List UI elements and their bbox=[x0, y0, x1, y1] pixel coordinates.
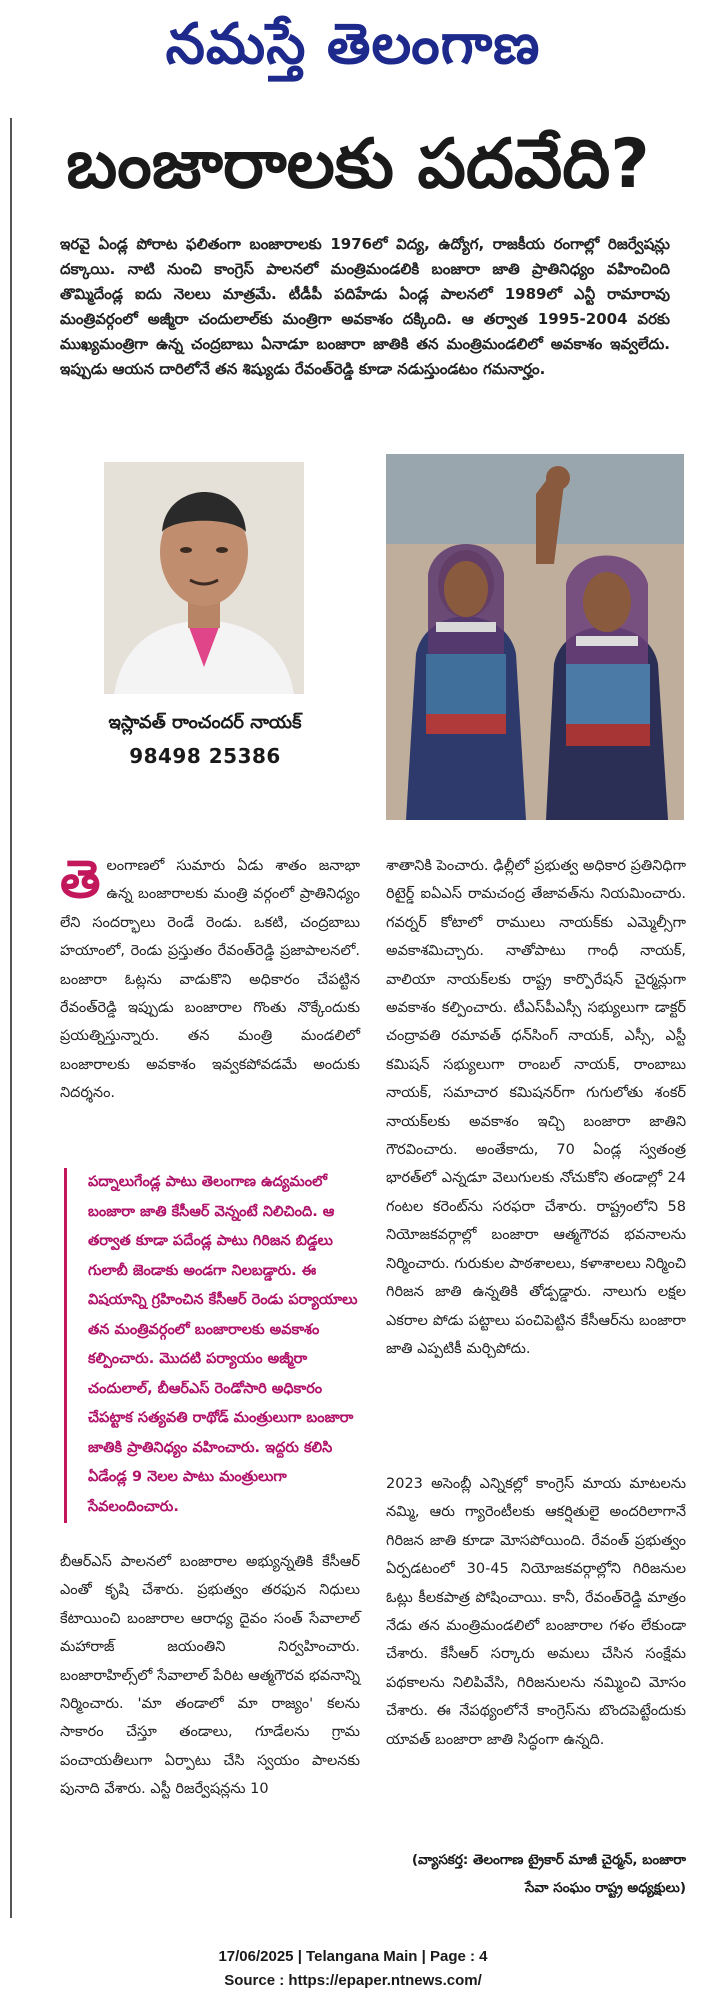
headline: బంజారాలకు పదవేది? bbox=[66, 125, 650, 204]
author-portrait-illustration bbox=[104, 462, 304, 694]
pull-quote-bar bbox=[64, 1168, 67, 1523]
masthead: నమస్తే తెలంగాణ bbox=[165, 11, 541, 77]
footer-date-line: 17/06/2025 | Telangana Main | Page : 4 bbox=[218, 1948, 488, 1965]
column-left-paragraph-1 bbox=[60, 852, 360, 1142]
column-left-paragraph-2: బీఆర్ఎస్ పాలనలో బంజారాల అభ్యున్నతికి కేసీఆర్ ఎంతో కృషి చేశారు. ప్రభుత్వం తరఫున నిధులు కేటాయించి బంజారాల ఆరాధ్య దైవం సంత్ సేవాలాల్ మహారాజ్ జయంతిని నిర్వహించారు. బంజారాహిల్స్‌లో సేవాలాల్ పేరిట ఆత్మగౌరవ భవనాన్ని నిర్మించారు. 'మా తండాలో మా రాజ్యం' కలను సాకారం చేస్తూ తండాలు, గూడేలను గ్రామ పంచాయతీలుగా ఏర్పాటు చేసి స్వయం పాలనకు పునాది వేశారు. ఎస్టీ రిజర్వేషన్లను 10 bbox=[60, 1554, 360, 1798]
author-photo bbox=[104, 462, 304, 694]
banjara-women-photo bbox=[386, 454, 684, 820]
pull-quote: పద్నాలుగేండ్ల పాటు తెలంగాణ ఉద్యమంలో బంజారా జాతి కేసీఆర్ వెన్నంటే నిలిచింది. ఆ తర్వాత కూడా పదేండ్ల పాటు గిరిజన బిడ్డలు గులాబీ జెండాకు అండగా నిలబడ్డారు. ఈ విషయాన్ని గ్రహించిన కేసీఆర్ రెండు పర్యాయాలు తన మంత్రివర్గంలో బంజారాలకు అవకాశం కల్పించారు. మొదటి పర్యాయం అజ్మీరా చందులాల్, బీఆర్ఎస్ రెండోసారి అధికారం చేపట్టాక సత్యవతి రాథోడ్ మంత్రులుగా బంజారా జాతికి ప్రాతినిధ్యం వహించారు. ఇద్దరు కలిసి ఏడేండ్ల 9 నెలల పాటు మంత్రులుగా సేవలందించారు. bbox=[88, 1174, 358, 1515]
banjara-women-illustration bbox=[386, 454, 684, 820]
column-right-paragraph-1: శాతానికి పెంచారు. ఢిల్లీలో ప్రభుత్వ అధికార ప్రతినిధిగా రిటైర్డ్ ఐఏఎస్ రామచంద్ర తేజావత్‌ను నియమించారు. గవర్నర్ కోటాలో రాములు నాయక్‌కు ఎమ్మెల్సీగా అవకాశమిచ్చారు. నాతోపాటు గాంధీ నాయక్, వాలియా నాయక్‌లకు రాష్ట్ర కార్పొరేషన్ చైర్మన్లుగా అవకాశం కల్పించారు. టీఎస్‌పీఎస్సీ సభ్యులుగా డాక్టర్ చంద్రావతి రమావత్ ధన్‌సింగ్ నాయక్, ఎస్సీ, ఎస్టీ కమిషన్ సభ్యులుగా రాంబల్ నాయక్, రాంబాబు నాయక్, సమాచార కమిషనర్‌గా గుగులోతు శంకర్ నాయక్‌లకు అవకాశం ఇచ్చి బంజారా జాతిని గౌరవించారు. అంతేకాదు, 70 ఏండ్ల స్వతంత్ర భారత్‌లో ఎన్నడూ వెలుగులకు నోచుకోని తండాల్లో 24 గంటల కరెంట్‌ను సరఫరా చేశారు. రాష్ట్రంలోని 58 నియోజకవర్గాల్లో బంజారా ఆత్మగౌరవ భవనాలను నిర్మించారు. గురుకుల పాఠశాలలు, కళాశాలలు నిర్మించి గిరిజన జాతి ఉన్నతికి తోడ్పడ్డారు. నాలుగు లక్షల ఎకరాల పోడు పట్టాలు పంచిపెట్టిన కేసీఆర్‌ను బంజారా జాతి ఎప్పటికీ మర్చిపోదు. bbox=[386, 858, 686, 1357]
footer-source-link[interactable]: Source : https://epaper.ntnews.com/ bbox=[224, 1972, 482, 1989]
author-byline: (వ్యాసకర్త: తెలంగాణ ట్రైకార్ మాజీ చైర్మన్, బంజారా సేవా సంఘం రాష్ట్ర అధ్యక్షులు) bbox=[411, 1852, 686, 1896]
column-right-paragraph-2: 2023 అసెంబ్లీ ఎన్నికల్లో కాంగ్రెస్ మాయ మాటలను నమ్మి, ఆరు గ్యారెంటీలకు ఆకర్షితులై అందరిలాగానే గిరిజన జాతి కూడా మోసపోయింది. రేవంత్ ప్రభుత్వం ఏర్పడటంలో 30-45 నియోజకవర్గాల్లోని గిరిజనుల ఓట్లు కీలకపాత్ర పోషించాయి. కానీ, రేవంత్‌రెడ్డి మాత్రం నేడు తన మంత్రిమండలిలో బంజారాల గళం లేకుండా చేశారు. కేసీఆర్ సర్కారు అమలు చేసిన సంక్షేమ పథకాలను నిలిపివేసి, గిరిజనులను నమ్మించి మోసం చేశారు. ఈ నేపథ్యంలోనే కాంగ్రెస్‌ను బొందపెట్టేందుకు యావత్ బంజారా జాతి సిద్ధంగా ఉన్నది. bbox=[386, 1476, 686, 1748]
article-border bbox=[10, 118, 12, 1918]
dropcap: తె bbox=[60, 850, 101, 910]
column-left-paragraph-1-text: లంగాణలో సుమారు ఏడు శాతం జనాభా ఉన్న బంజారాలకు మంత్రి వర్గంలో ప్రాతినిధ్యం లేని సందర్భాలు రెండే రెండు. ఒకటి, చంద్రబాబు హయాంలో, రెండు ప్రస్తుతం రేవంత్‌రెడ్డి ప్రజాపాలనలో. బంజారా ఓట్లను వాడుకొని అధికారం చేపట్టిన రేవంత్‌రెడ్డి ఇప్పుడు బంజారాల గొంతు నొక్కేందుకు ప్రయత్నిస్తున్నారు. తన మంత్రి మండలిలో బంజారాలకు అవకాశం ఇవ్వకపోవడమే అందుకు నిదర్శనం. bbox=[60, 858, 360, 1102]
author-name: ఇస్లావత్ రాంచందర్ నాయక్ bbox=[108, 712, 302, 733]
author-phone: 98498 25386 bbox=[129, 744, 281, 768]
lede-paragraph: ఇరవై ఏండ్ల పోరాట ఫలితంగా బంజారాలకు 1976లో విద్య, ఉద్యోగ, రాజకీయ రంగాల్లో రిజర్వేషన్లు దక్కాయి. నాటి నుంచి కాంగ్రెస్ పాలనలో మంత్రిమండలికి బంజారా జాతి ప్రాతినిధ్యం వహించింది తొమ్మిదేండ్ల ఐదు నెలలు మాత్రమే. టీడీపీ పదిహేడు ఏండ్ల పాలనలో 1989లో ఎన్టీ రామారావు మంత్రివర్గంలో అజ్మీరా చందులాల్‌కు మంత్రిగా అవకాశం దక్కింది. ఆ తర్వాత 1995-2004 వరకు ముఖ్యమంత్రిగా ఉన్న చంద్రబాబు ఏనాడూ బంజారా జాతికి తన మంత్రిమండలిలో అవకాశం ఇవ్వలేదు. ఇప్పుడు ఆయన దారిలోనే తన శిష్యుడు రేవంత్‌రెడ్డి కూడా నడుస్తుండటం గమనార్హం. bbox=[60, 235, 670, 378]
